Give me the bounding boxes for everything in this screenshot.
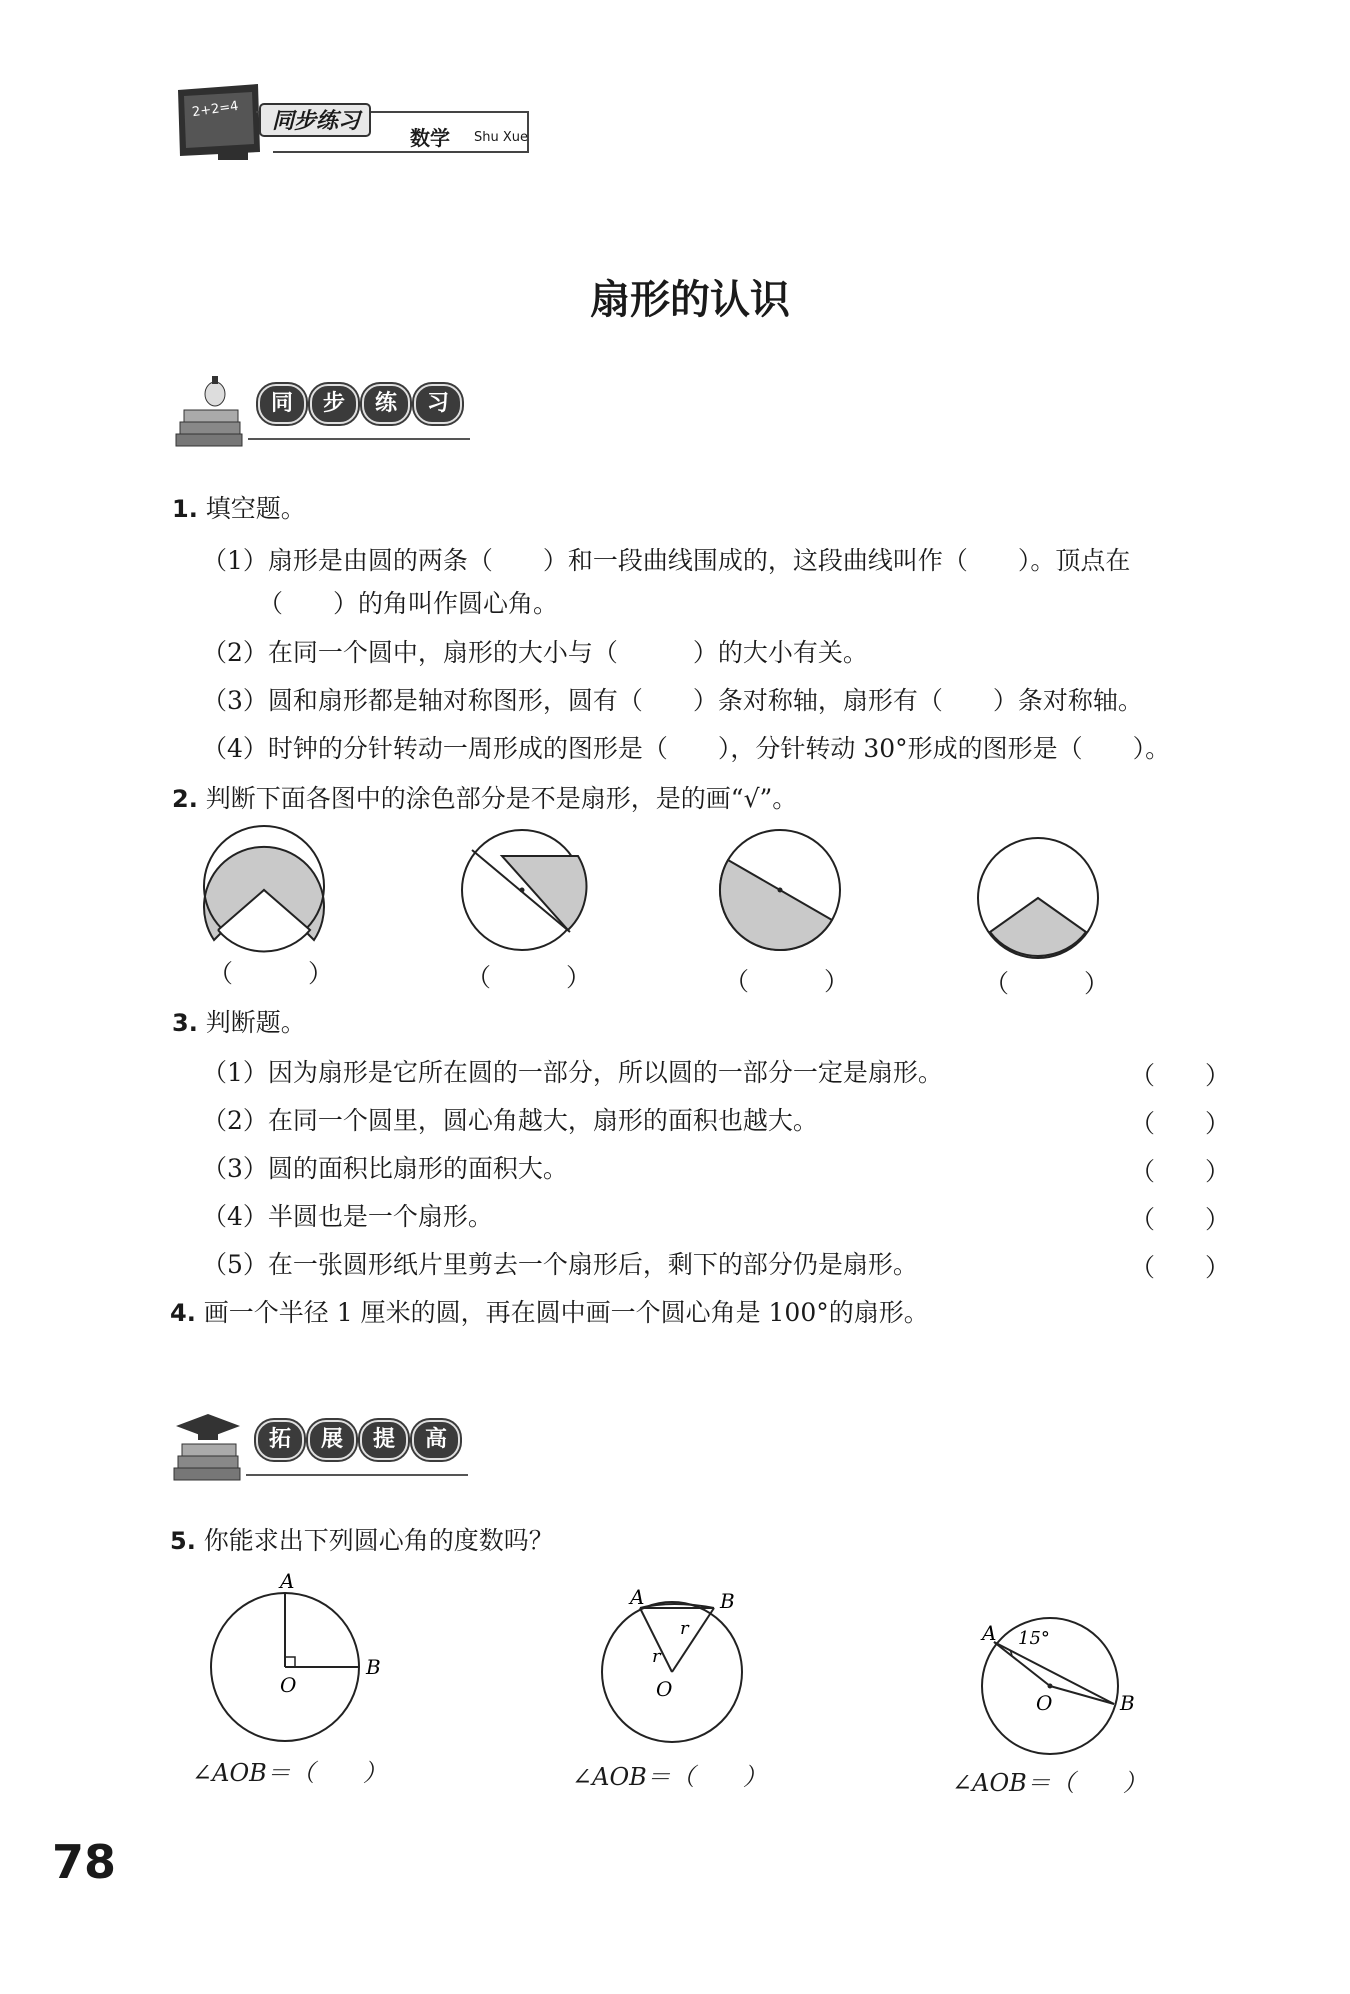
q2-figure-4 [978, 838, 1098, 958]
q4-stem-text: 画一个半径 1 厘米的圆，再在圆中画一个圆心角是 100°的扇形。 [203, 1298, 929, 1327]
section2-char-1: 拓 [256, 1420, 304, 1460]
q4-stem [170, 1297, 929, 1329]
q5-answer-1[interactable]: ∠AOB＝（ ） [192, 1759, 387, 1787]
q2-stem-text: 判断下面各图中的涂色部分是不是扇形，是的画“√”。 [205, 784, 798, 813]
section-heading-extension [168, 1408, 458, 1492]
section1-char-4: 习 [414, 384, 462, 424]
q3-item-1: （1）因为扇形是它所在圆的一部分，所以圆的一部分一定是扇形。 [202, 1058, 943, 1087]
q5f3-label-a: A [982, 1621, 997, 1645]
section1-char-1: 同 [258, 384, 306, 424]
q2-figure-2 [462, 830, 586, 950]
q2-answer-3[interactable]: （ ） [724, 967, 850, 996]
q2-answer-4[interactable]: （ ） [984, 969, 1110, 998]
section2-char-2: 展 [308, 1420, 356, 1460]
q3-answer-4[interactable]: （ ） [1130, 1205, 1231, 1234]
q5f3-label-b: B [1120, 1691, 1135, 1715]
q3-stem [172, 1007, 306, 1039]
q5-figure-2 [602, 1585, 742, 1742]
q1-stem [172, 493, 306, 525]
q1-line-1: （1）扇形是由圆的两条（ ）和一段曲线围成的，这段曲线叫作（ ）。顶点在 [202, 546, 1131, 575]
q5-answer-3[interactable]: ∠AOB＝（ ） [952, 1769, 1147, 1797]
section-heading-practice [170, 372, 460, 456]
q2-figure-1 [204, 826, 324, 951]
q2-figure-3 [720, 830, 840, 950]
q3-answer-5[interactable]: （ ） [1130, 1253, 1231, 1282]
q5f1-label-b: B [366, 1655, 381, 1679]
section1-underline [248, 438, 470, 440]
q2-figures [0, 820, 1350, 970]
q5f2-label-r2: r [680, 1618, 689, 1639]
q5-number: 5. [170, 1527, 196, 1555]
q4-number: 4. [170, 1299, 196, 1327]
header-pinyin: Shu Xue [474, 130, 529, 145]
q5-answer-2[interactable]: ∠AOB＝（ ） [572, 1763, 767, 1791]
q1-line-4: （3）圆和扇形都是轴对称图形，圆有（ ）条对称轴，扇形有（ ）条对称轴。 [202, 686, 1143, 715]
q2-number: 2. [172, 785, 198, 813]
q5f3-label-angle: 15° [1018, 1628, 1050, 1649]
header-badge [178, 82, 538, 162]
q3-item-3: （3）圆的面积比扇形的面积大。 [202, 1154, 568, 1183]
q5f2-label-r1: r [652, 1646, 661, 1667]
page-number: 78 [52, 1835, 117, 1889]
q5-figures [0, 1560, 1350, 1780]
q1-line-3: （2）在同一个圆中，扇形的大小与（ ）的大小有关。 [202, 638, 868, 667]
q5f2-label-a: A [630, 1585, 645, 1609]
q3-number: 3. [172, 1009, 198, 1037]
q3-item-2: （2）在同一个圆里，圆心角越大，扇形的面积也越大。 [202, 1106, 818, 1135]
q5f2-label-o: O [656, 1677, 673, 1701]
q5-figure-1 [211, 1569, 381, 1741]
q1-line-2: （ ）的角叫作圆心角。 [258, 589, 559, 618]
section2-char-4: 高 [412, 1420, 460, 1460]
q3-answer-3[interactable]: （ ） [1130, 1157, 1231, 1186]
q5f1-label-a: A [280, 1569, 295, 1593]
header-badge-text: 同步练习 [272, 109, 361, 134]
page-title: 扇形的认识 [590, 277, 790, 323]
section1-char-3: 练 [362, 384, 410, 424]
section2-underline [246, 1474, 468, 1476]
q5f1-label-o: O [280, 1673, 297, 1697]
q1-stem-text: 填空题。 [205, 494, 306, 523]
q2-answer-2[interactable]: （ ） [466, 963, 592, 992]
header-subject: 数学 [410, 126, 450, 150]
grad-cap-books-icon [168, 1408, 248, 1492]
q3-answer-2[interactable]: （ ） [1130, 1109, 1231, 1138]
q2-answer-1[interactable]: （ ） [208, 959, 334, 988]
q1-number: 1. [172, 495, 198, 523]
q3-stem-text: 判断题。 [205, 1008, 306, 1037]
q3-item-4: （4）半圆也是一个扇形。 [202, 1202, 493, 1231]
q5-stem [170, 1525, 554, 1557]
board-text: 2+2=4 [191, 98, 240, 121]
q5f3-label-o: O [1036, 1691, 1053, 1715]
q3-answer-1[interactable]: （ ） [1130, 1061, 1231, 1090]
q5f2-label-b: B [720, 1589, 735, 1613]
q5-figure-3 [980, 1618, 1135, 1754]
section1-char-2: 步 [310, 384, 358, 424]
q2-stem [172, 783, 797, 815]
q3-item-5: （5）在一张圆形纸片里剪去一个扇形后，剩下的部分仍是扇形。 [202, 1250, 918, 1279]
q5-stem-text: 你能求出下列圆心角的度数吗？ [203, 1526, 554, 1555]
q1-line-5: （4）时钟的分针转动一周形成的图形是（ ），分针转动 30°形成的图形是（ ）。 [202, 734, 1171, 763]
books-lamp-icon [170, 372, 250, 456]
section2-char-3: 提 [360, 1420, 408, 1460]
